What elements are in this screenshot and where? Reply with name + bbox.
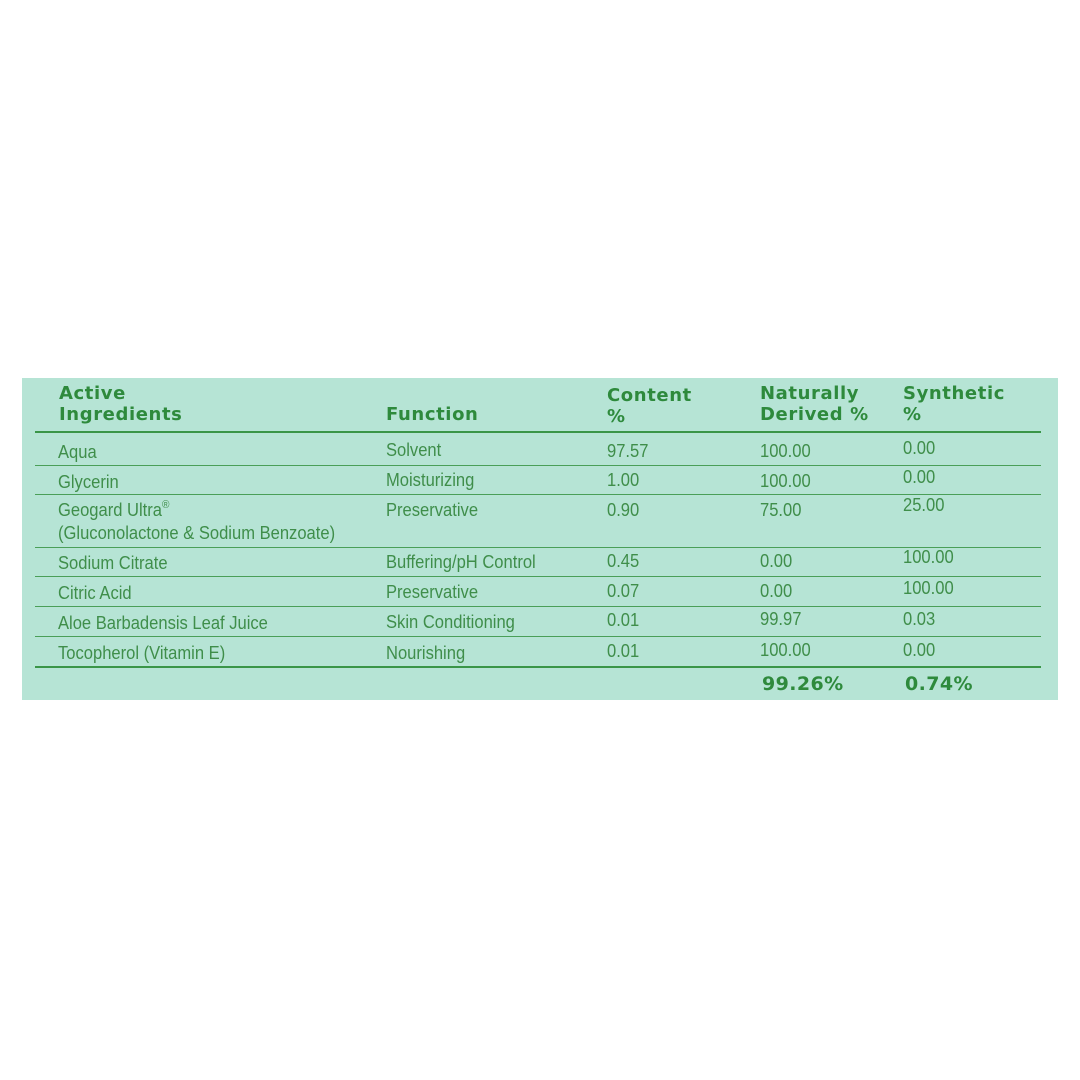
row-6-natural: 99.97: [760, 609, 802, 629]
header-ingredient-line2: Ingredients: [59, 404, 183, 425]
row-4-ingredient: Sodium Citrate: [58, 553, 168, 573]
header-natural-line2: Derived %: [760, 404, 869, 425]
row-3-ingredient-detail: (Gluconolactone & Sodium Benzoate): [58, 523, 336, 543]
row-3-ingredient: [58, 499, 169, 521]
row-3-ingredient-name: Geogard Ultra: [58, 500, 163, 520]
row-4-synthetic: 100.00: [903, 547, 954, 567]
row-7-function: Nourishing: [386, 643, 466, 663]
row-7-content: 0.01: [607, 641, 640, 661]
row-divider: [35, 494, 1041, 495]
row-2-natural: 100.00: [760, 471, 811, 491]
row-4-content: 0.45: [607, 551, 640, 571]
row-6-ingredient: Aloe Barbadensis Leaf Juice: [58, 613, 268, 633]
row-5-ingredient: Citric Acid: [58, 583, 132, 603]
row-3-function: Preservative: [386, 500, 479, 520]
row-1-ingredient: Aqua: [58, 442, 97, 462]
row-5-content: 0.07: [607, 581, 640, 601]
row-divider: [35, 576, 1041, 577]
row-2-synthetic: 0.00: [903, 467, 936, 487]
row-divider: [35, 606, 1041, 607]
row-4-function: Buffering/pH Control: [386, 552, 536, 572]
row-7-natural: 100.00: [760, 640, 811, 660]
header-synthetic-line2: %: [903, 404, 922, 425]
row-divider: [35, 547, 1041, 548]
total-synthetic: 0.74%: [905, 673, 973, 695]
row-6-synthetic: 0.03: [903, 609, 936, 629]
row-divider: [35, 465, 1041, 466]
row-1-natural: 100.00: [760, 441, 811, 461]
row-2-ingredient: Glycerin: [58, 472, 119, 492]
row-7-synthetic: 0.00: [903, 640, 936, 660]
header-divider: [35, 431, 1041, 433]
row-divider: [35, 636, 1041, 637]
header-synthetic-line1: Synthetic: [903, 383, 1005, 404]
header-natural-line1: Naturally: [760, 383, 860, 404]
row-3-synthetic: 25.00: [903, 495, 945, 515]
row-1-function: Solvent: [386, 440, 442, 460]
row-1-synthetic: 0.00: [903, 438, 936, 458]
header-ingredient-line1: Active: [59, 383, 126, 404]
row-2-content: 1.00: [607, 470, 640, 490]
row-4-natural: 0.00: [760, 551, 793, 571]
header-content-line1: Content: [607, 385, 692, 406]
row-2-function: Moisturizing: [386, 470, 475, 490]
row-7-ingredient: Tocopherol (Vitamin E): [58, 643, 226, 663]
header-content-line2: %: [607, 406, 626, 427]
total-natural: 99.26%: [762, 673, 844, 695]
row-5-function: Preservative: [386, 582, 479, 602]
row-3-natural: 75.00: [760, 500, 802, 520]
row-3-content: 0.90: [607, 500, 640, 520]
totals-divider: [35, 666, 1041, 668]
row-1-content: 97.57: [607, 441, 649, 461]
header-function: Function: [386, 404, 479, 425]
row-5-natural: 0.00: [760, 581, 793, 601]
row-6-content: 0.01: [607, 610, 640, 630]
row-6-function: Skin Conditioning: [386, 612, 515, 632]
row-5-synthetic: 100.00: [903, 578, 954, 598]
registered-mark: ®: [162, 499, 170, 511]
